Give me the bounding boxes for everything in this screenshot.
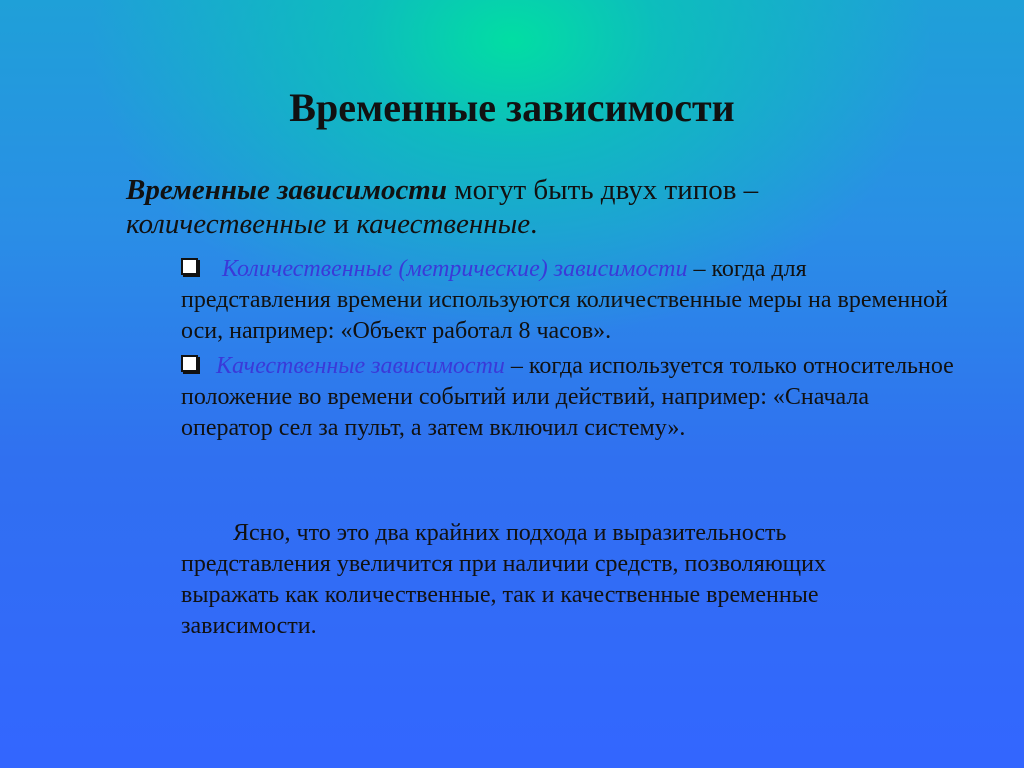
intro-conjunction: и xyxy=(326,208,357,240)
conclusion-paragraph: Ясно, что это два крайних подхода и выразительность представления увеличится при наличии средств, позволяющих выражать как количественные, так и качественные временные зависимости. xyxy=(181,520,826,639)
bullet-term: Количественные (метрические) зависимости xyxy=(216,256,688,282)
intro-term: Временные зависимости xyxy=(126,174,447,206)
bullet-text: – когда используется только относительное положение во времени событий или действий, например: «Сначала оператор сел за пульт, а затем включил систему». xyxy=(181,353,954,441)
bullet-qualitative xyxy=(181,351,961,444)
intro-type-quantitative: количественные xyxy=(126,208,327,240)
bullet-quantitative xyxy=(181,254,961,347)
intro-paragraph xyxy=(126,173,946,241)
checkbox-bullet-icon xyxy=(181,355,198,372)
bullet-text: – когда для представления времени используются количественные меры на временной оси, например: «Объект работал 8 часов». xyxy=(181,256,948,344)
intro-type-qualitative: качественные xyxy=(356,208,531,240)
intro-text: могут быть двух типов – xyxy=(447,174,759,206)
intro-end: . xyxy=(530,208,538,240)
slide-title: Временные зависимости xyxy=(289,85,735,130)
checkbox-bullet-icon xyxy=(181,258,198,275)
bullet-term: Качественные зависимости xyxy=(216,353,505,379)
